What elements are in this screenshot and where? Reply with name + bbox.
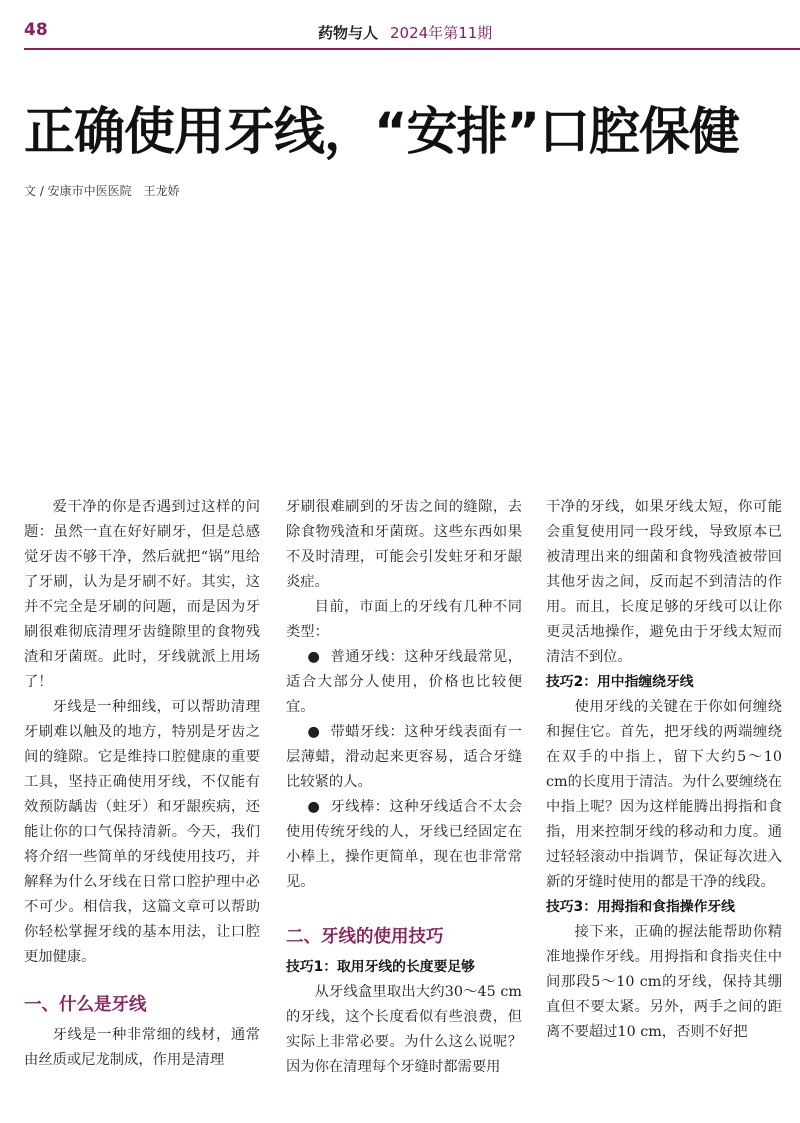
byline: 文 / 安康市中医医院 王龙娇 <box>24 184 180 198</box>
tip-1-paragraph-start: 从牙线盒里取出大约30～45 cm的牙线，这个长度看似有些浪费，但实际上非常必要。为什么这么说呢？因为你在清理每个牙缝时都需要用 <box>286 984 522 1075</box>
page-header <box>0 0 800 48</box>
magazine-info <box>318 22 492 43</box>
tip-3-paragraph: 接下来，正确的握法能帮助你精准地操作牙线。用拇指和食指夹住中间那段5～10 cm的牙线，保持其绷直但不要太紧。另外，两手之间的距离不要超过10 cm，否则不好把 <box>546 924 782 1040</box>
bullet-dot: ● <box>307 649 321 665</box>
article-title: 正确使用牙线，“安排”口腔保健 <box>24 103 740 162</box>
magazine-name: 药物与人 <box>318 24 379 42</box>
bullet-dot: ● <box>307 799 321 815</box>
tip-1-paragraph-end: 干净的牙线，如果牙线太短，你可能会重复使用同一段牙线，导致原本已被清理出来的细菌和食物残渣被带回其他牙齿之间，反而起不到清洁的作用。而且，长度足够的牙线可以让你更灵活地操作，避免由于牙线太短而清洁不到位。 <box>546 499 782 665</box>
intro-paragraph-2: 牙线是一种细线，可以帮助清理牙刷难以触及的地方，特别是牙齿之间的缝隙。它是维持口腔健康的重要工具，坚持正确使用牙线，不仅能有效预防龋齿（蛀牙）和牙龈疾病，还能让你的口气保持清新。今天，我们将介绍一些简单的牙线使用技巧，并解释为什么牙线在日常口腔护理中必不可少。相信我，这篇文章可以帮助你轻松掌握牙线的基本用法，让口腔更加健康。 <box>24 699 260 965</box>
header-rule <box>24 48 800 50</box>
bullet-text: 普通牙线：这种牙线最常见，适合大部分人使用，价格也比较便宜。 <box>286 649 522 715</box>
bullet-dot: ● <box>307 724 321 740</box>
section-1-heading: 一、什么是牙线 <box>24 995 147 1015</box>
section-1-paragraph-2: 目前，市面上的牙线有几种不同类型： <box>286 599 522 640</box>
column-2 <box>286 495 522 1113</box>
bullet-item <box>286 645 522 720</box>
bullet-item <box>286 795 522 895</box>
column-3 <box>546 495 782 1113</box>
issue-label: 2024年第11期 <box>390 24 493 42</box>
bullet-text: 带蜡牙线：这种牙线表面有一层薄蜡，滑动起来更容易，适合牙缝比较紧的人。 <box>286 724 522 790</box>
section-1-paragraph-1-start: 牙线是一种非常细的线材，通常由丝质或尼龙制成，作用是清理 <box>24 1027 260 1068</box>
section-2-heading: 二、牙线的使用技巧 <box>286 927 444 947</box>
section-1-paragraph-1-end: 牙刷很难刷到的牙齿之间的缝隙，去除食物残渣和牙菌斑。这些东西如果不及时清理，可能会引发蛀牙和牙龈炎症。 <box>286 499 522 590</box>
intro-paragraph-1: 爱干净的你是否遇到过这样的问题：虽然一直在好好刷牙，但是总感觉牙齿不够干净，然后就把“锅”甩给了牙刷，认为是牙刷不好。其实，这并不完全是牙刷的问题，而是因为牙刷很难彻底清理牙齿缝隙里的食物残渣和牙菌斑。此时，牙线就派上用场了！ <box>24 499 260 690</box>
tip-2-heading: 技巧2：用中指缠绕牙线 <box>546 674 694 690</box>
bullet-item <box>286 720 522 795</box>
bullet-text: 牙线棒：这种牙线适合不太会使用传统牙线的人，牙线已经固定在小棒上，操作更简单，现在也非常常见。 <box>286 799 522 890</box>
tip-2-paragraph: 使用牙线的关键在于你如何缠绕和握住它。首先，把牙线的两端缠绕在双手的中指上，留下大约5～10 cm的长度用于清洁。为什么要缠绕在中指上呢？因为这样能腾出拇指和食指，用来控制牙线的移动和力度。通过轻轻滚动中指调节，保证每次进入新的牙缝时使用的都是干净的线段。 <box>546 699 782 890</box>
tip-3-heading: 技巧3：用拇指和食指操作牙线 <box>546 899 735 915</box>
page-number: 48 <box>24 20 48 40</box>
column-1 <box>24 495 260 1113</box>
tip-1-heading: 技巧1：取用牙线的长度要足够 <box>286 959 475 975</box>
